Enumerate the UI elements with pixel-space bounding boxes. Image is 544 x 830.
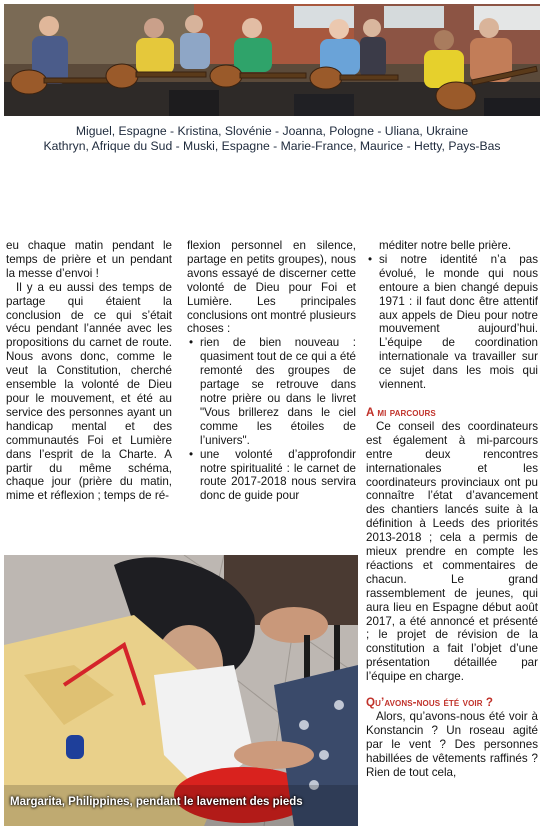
col1-paragraph-1: eu chaque matin pendant le temps de prière et un pendant la messe d’envoi !: [6, 239, 172, 280]
col3-paragraph-1: Ce conseil des coordinateurs est également à mi-parcours entre deux rencontres internationales et les coordinateurs provinciaux ont pu connaître l’état d’avancement des chantiers lancés suite à la définition à Leeds des priorités 2013-2018 ; cela a permis de mieux prendre en compte les réactions et commentaires de chacun. Le grand rassemblement de jeunes, qui aura lieu en Espagne début août 2017, a été annoncé et présenté ; le projet de révision de la constitution a fait l’objet d’une présentation détaillée par l’équipe en charge.: [366, 419, 538, 684]
col3-bullet-list: [366, 239, 538, 392]
article-column-2: [187, 239, 356, 503]
col3-bullet-continuation: [366, 239, 538, 253]
col2-bullet-list: [187, 336, 356, 503]
col2-paragraph-1: flexion personnel en silence, partage en petits groupes), nous avons essayé de discerner cette volonté de Dieu pour Foi et Lumière. Les principales conclusions ont montré plusieurs choses :: [187, 239, 356, 336]
col2-bullet-1: • rien de bien nouveau : quasiment tout de ce qui a été remonté des groupes de partage se retrouve dans notre prière ou dans le livret "Vous brillerez dans le ciel comme les étoiles de l’univers".: [187, 336, 356, 447]
foot-washing-photo: [4, 555, 358, 826]
top-group-photo: [4, 4, 540, 116]
caption-line-2: Kathryn, Afrique du Sud - Muski, Espagne - Marie-France, Maurice - Hetty, Pays-Bas: [43, 139, 501, 153]
col3-paragraph-2: Alors, qu’avons-nous été voir à Konstancin ? Un roseau agité par le vent ? Des personnes habillées de vêtements raffinés ? Rien de tout cela,: [366, 710, 538, 779]
article-column-3: [366, 239, 538, 780]
article-column-1: [6, 239, 172, 503]
bottom-photo-caption: Margarita, Philippines, pendant le lavement des pieds: [10, 796, 303, 808]
section-heading-mi-parcours: A mi parcours: [366, 405, 436, 419]
section-heading-qu-avons-nous: Qu’avons-nous été voir ?: [366, 696, 494, 710]
col2-bullet-2: • une volonté d’approfondir notre spiritualité : le carnet de route 2017-2018 nous servira donc de guide pour: [187, 448, 356, 504]
top-photo-caption: [4, 124, 540, 154]
col1-paragraph-2: Il y a eu aussi des temps de partage qui étaient la conclusion de ce qui s’était vécu pendant l’année avec les propositions du carnet de route. Nous avons donc, comme le veut la Constitution, cherché ensemble la volonté de Dieu pour le mouvement, et été au service des personnes ayant un handicap mental et des communautés Foi et Lumière dans l’esprit de la Charte. A partir du même schéma, chaque jour (prière du matin, mime et réflexion ; temps de ré-: [6, 280, 172, 503]
col3-continuation-text: méditer notre belle prière.: [379, 239, 512, 252]
caption-line-1: Miguel, Espagne - Kristina, Slovénie - Joanna, Pologne - Uliana, Ukraine: [75, 124, 469, 138]
col3-bullet-1: • si notre identité n’a pas évolué, le monde qui nous entoure a bien changé depuis 1971 : il faut donc être attentif aux appels de Dieu pour notre mouvement aujourd’hui. L’équipe de coordination internationale va travailler sur ce sujet dans les mois qui viennent.: [366, 253, 538, 392]
